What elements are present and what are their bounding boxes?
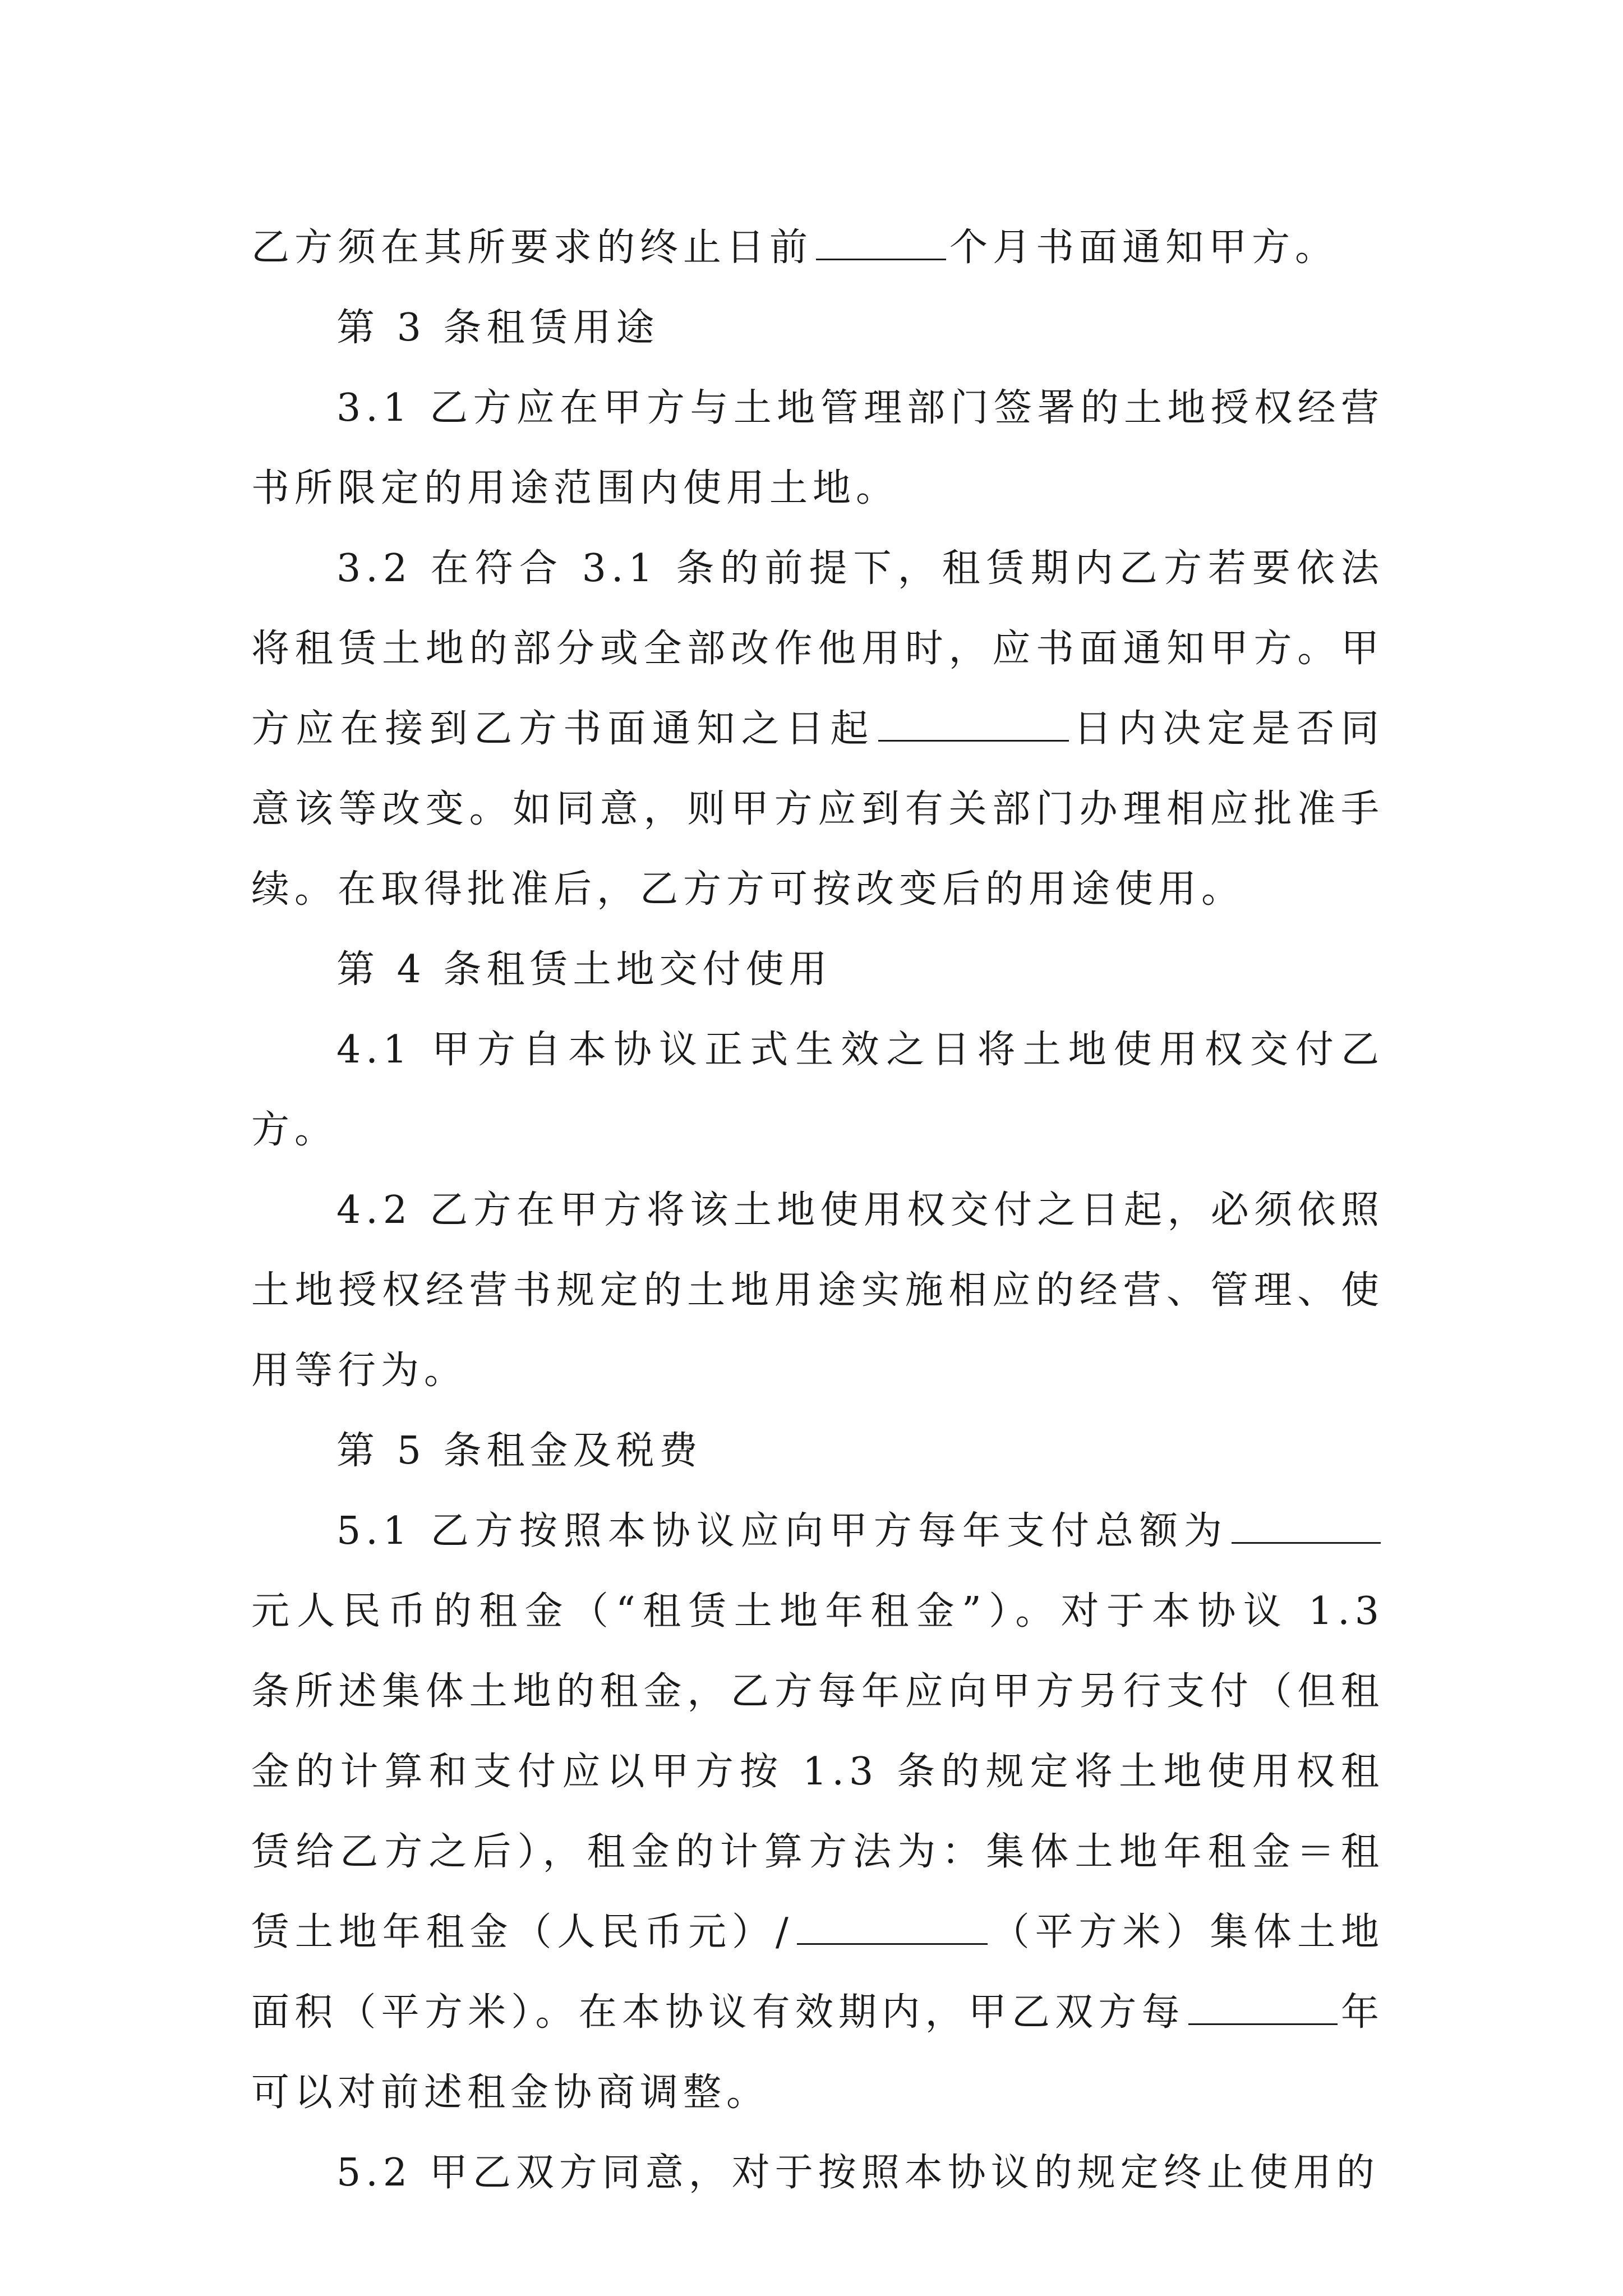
paragraph-4-2: 4.2 乙方在甲方将该土地使用权交付之日起，必须依照土地授权经营书规定的土地用途实施相应的经营、管理、使用等行为。 bbox=[251, 1188, 1384, 1393]
paragraph-5-1 bbox=[251, 1491, 1384, 2133]
paragraph-4-1: 4.1 甲方自本协议正式生效之日将土地使用权交付乙方。 bbox=[251, 1028, 1384, 1152]
p3-2-text-before: 3.2 在符合 3.1 条的前提下，租赁期内乙方若要依法将租赁土地的部分或全部改作他用时，应书面通知甲方。甲方应在接到乙方书面通知之日起 bbox=[251, 546, 1384, 751]
notice-text-after: 个月书面通知甲方。 bbox=[949, 226, 1339, 270]
blank-area bbox=[797, 1910, 988, 1945]
heading-article-4: 第 4 条租赁土地交付使用 bbox=[336, 947, 832, 992]
p5-1-part2: 元人民币的租金（“租赁土地年租金”）。对于本协议 1.3 条所述集体土地的租金，乙方每年应向甲方另行支付（但租金的计算和支付应以甲方按 1.3 条的规定将土地使用权租赁给乙方之后），租金的计算方法为：集体土地年租金＝租赁土地年租金（人民币元）/ bbox=[251, 1589, 1384, 1954]
paragraph-3-2 bbox=[251, 528, 1384, 930]
heading-article-5: 第 5 条租金及税费 bbox=[336, 1429, 703, 1473]
p3-2-text-after: 日内决定是否同意该等改变。如同意，则甲方应到有关部门办理相应批准手续。在取得批准后，乙方方可按改变后的用途使用。 bbox=[251, 707, 1384, 912]
blank-years bbox=[1188, 1990, 1338, 2025]
paragraph-3-1: 3.1 乙方应在甲方与土地管理部门签署的土地授权经营书所限定的用途范围内使用土地。 bbox=[251, 386, 1384, 510]
blank-months bbox=[816, 225, 946, 260]
blank-annual-rent bbox=[1232, 1508, 1381, 1544]
blank-days bbox=[878, 706, 1069, 742]
heading-article-3: 第 3 条租赁用途 bbox=[336, 306, 660, 350]
document-body bbox=[251, 208, 1384, 2213]
paragraph-5-2: 5.2 甲乙双方同意，对于按照本协议的规定终止使用的 bbox=[336, 2151, 1380, 2195]
p5-1-part1: 5.1 乙方按照本协议应向甲方每年支付总额为 bbox=[336, 1509, 1228, 1553]
paragraph-notice-period bbox=[251, 208, 1384, 288]
notice-text-before: 乙方须在其所要求的终止日前 bbox=[251, 226, 813, 270]
p5-1-part3: （平方米）集体土地面积（平方米）。在本协议有效期内，甲乙双方每 bbox=[251, 1910, 1384, 2035]
p5-1-part4: 年可以对前述租金协商调整。 bbox=[251, 1990, 1384, 2115]
